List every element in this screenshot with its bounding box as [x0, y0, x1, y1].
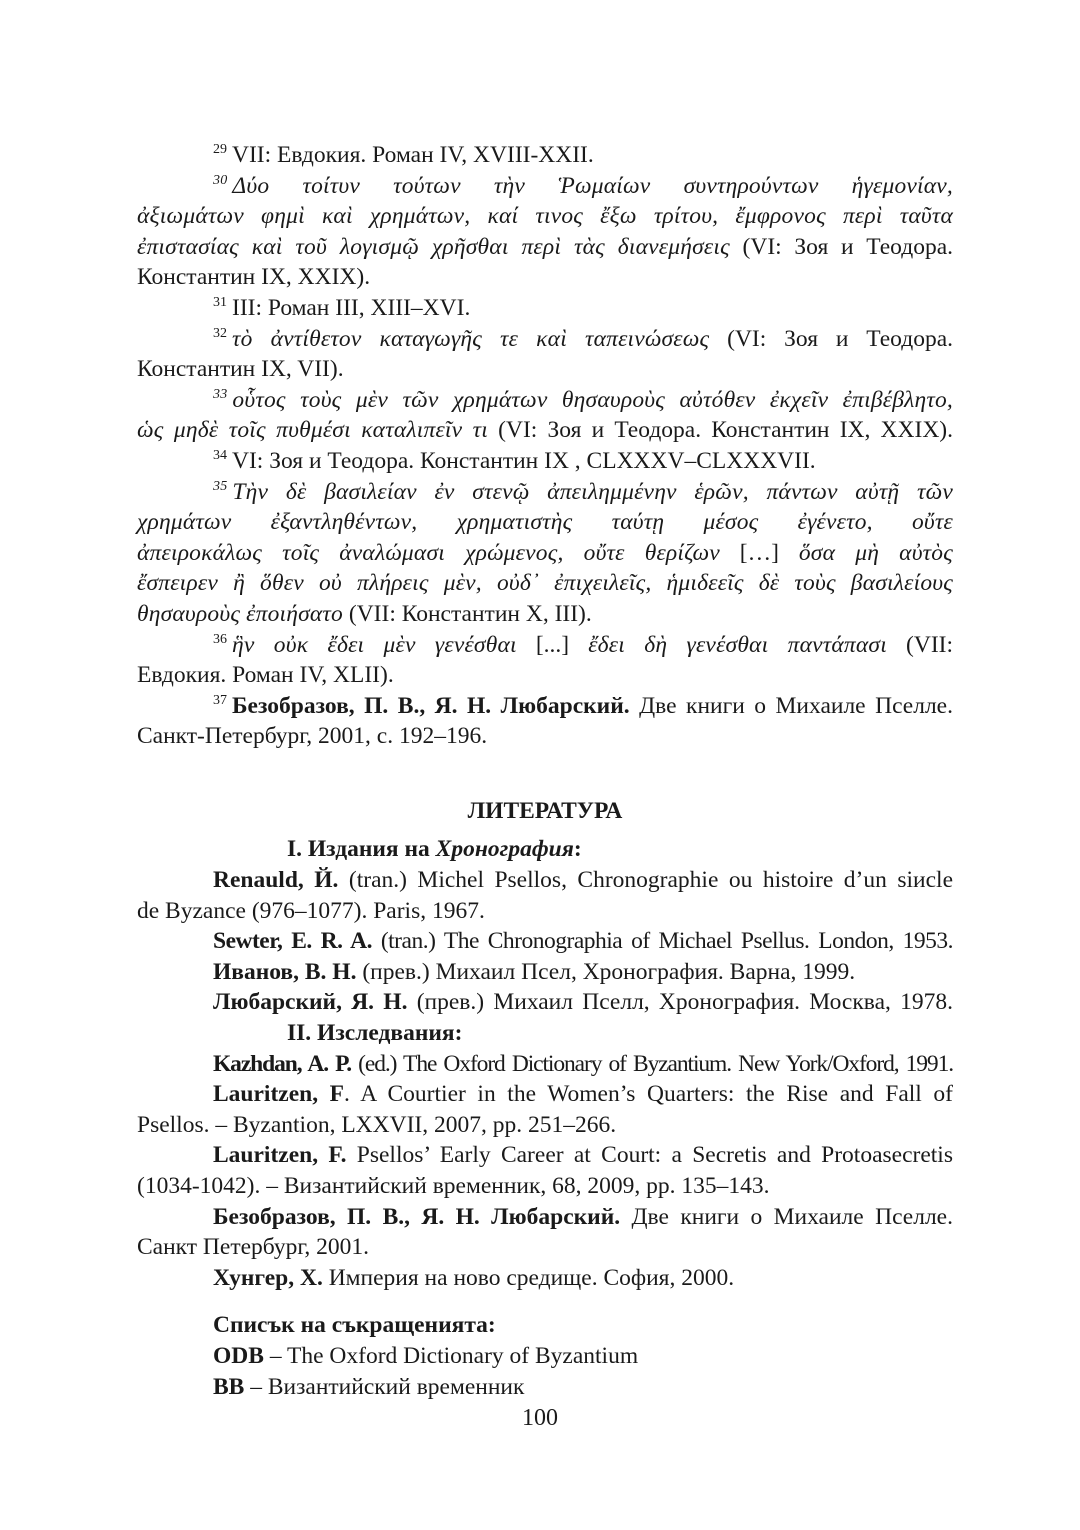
bib-entry-lauritzen-1: [137, 1079, 953, 1110]
author-name: Kazhdan, A. P.: [213, 1050, 351, 1077]
footnote-36-line-2: [137, 660, 953, 691]
author-name: Любарский, Я. Н.: [213, 989, 408, 1016]
footnote-number: 34: [213, 447, 227, 463]
abbreviation-meaning: – The Oxford Dictionary of Byzantium: [263, 1342, 639, 1369]
footnote-35-line-2: [137, 507, 953, 538]
entry-text: (прев.) Михаил Пселл, Хронография. Москва, 1978.: [407, 989, 953, 1016]
greek-quote: ἐπιστασίας καὶ τοῦ λογισμῷ χρῆσθαι περὶ τὰς διανεμήσεις: [137, 233, 730, 260]
footnote-30: [137, 171, 953, 202]
bib-entry-hunger: [137, 1263, 953, 1294]
section-prefix: I. Издания на: [287, 836, 436, 863]
footnote-text: VII: Евдокия. Роман IV, XVIII-XXII.: [232, 142, 594, 168]
author-name: Lauritzen, F: [213, 1081, 345, 1108]
entry-text: Империя на ново средище. София, 2000.: [322, 1264, 735, 1291]
entry-text: (1034-1042). – Византийский временник, 68, 2009, pp. 135–143.: [137, 1173, 770, 1199]
heading-text: Списък на съкращенията:: [213, 1312, 496, 1339]
bib-entry-lyubarsky: [137, 987, 953, 1018]
footnote-32: [137, 324, 953, 355]
greek-quote: θησαυροὺς ἐποιήσατο: [137, 600, 343, 627]
greek-quote: ἔδει δὴ γενέσθαι παντάπασι: [588, 631, 887, 658]
footnote-37: [137, 691, 953, 722]
author-name: Sewter, E. R. A.: [213, 928, 372, 955]
footnote-number: 36: [213, 631, 227, 647]
footnote-number: 37: [213, 692, 227, 708]
bib-entry-lauritzen-1-line-2: [137, 1110, 953, 1141]
greek-quote: ὅσα μὴ αὐτὸς: [798, 539, 953, 566]
footnote-number: 29: [213, 142, 227, 157]
greek-quote: ὡς μηδὲ τοῖς πυθμέσι καταλιπεῖν τι: [137, 417, 488, 444]
footnote-32-line-2: [137, 354, 953, 385]
footnote-number: 30: [213, 172, 228, 188]
footnote-33-line-2: [137, 415, 953, 446]
bib-entry-renauld-line-2: [137, 896, 953, 927]
entry-text: Psellos’ Early Career at Court: a Secretis and Protoasecretis: [346, 1142, 953, 1169]
author-name: Безобразов, П. В., Я. Н. Любарский.: [232, 692, 630, 719]
section-suffix: :: [573, 836, 582, 863]
footnote-30-line-2: [137, 201, 953, 232]
entry-text: Две книги о Михаиле Пселле.: [620, 1203, 953, 1230]
greek-quote: ἔσπειρεν ἢ ὅθεν οὐ πλήρεις μὲν, οὐδ᾽ ἐπιχειλεῖς, ἡμιδεεῖς δὲ τοὺς βασιλείους: [137, 570, 953, 597]
source-ref: (VII:: [886, 631, 954, 658]
footnote-37-line-2: [137, 721, 953, 752]
abbreviation: BB: [213, 1373, 245, 1400]
entry-text: Psellos. – Byzantion, LXXVII, 2007, pp. 251–266.: [137, 1111, 617, 1138]
text-column: [137, 140, 953, 1402]
greek-quote: ἀξιωμάτων φημὶ καὶ χρημάτων, καί τινος ἔξω τρίτου, ἔμφρονος περὶ ταῦτα: [137, 203, 953, 230]
footnote-number: 35: [213, 478, 228, 494]
bib-entry-kazhdan: [137, 1049, 953, 1080]
bib-entry-bezobrazov-line-2: [137, 1232, 953, 1263]
section-title: II. Изследвания:: [287, 1020, 463, 1047]
footnote-34: [137, 446, 953, 477]
greek-quote: οὗτος τοὺς μὲν τῶν χρημάτων θησαυροὺς αὐτόθεν ἐκχεῖν ἐπιβέβλητο,: [232, 386, 953, 413]
footnote-35-line-4: [137, 568, 953, 599]
page-number: 100: [522, 1405, 558, 1431]
footnote-31: [137, 293, 953, 324]
footnote-text: III: Роман III, XIII–XVI.: [232, 294, 471, 321]
greek-quote: χρημάτων ἐξαντληθέντων, χρηματιστὴς ταύτῃ μέσος ἐγένετο, οὔτε: [137, 509, 953, 536]
abbreviation-meaning: – Византийский временник: [244, 1373, 525, 1400]
bib-entry-bezobrazov: [137, 1202, 953, 1233]
author-name: Renauld, Й.: [213, 867, 339, 894]
entry-text: (прев.) Михаил Псел, Хронография. Варна, 1999.: [356, 958, 856, 985]
entry-text: de Byzance (976–1077). Paris, 1967.: [137, 897, 485, 924]
footnote-35-line-3: [137, 538, 953, 569]
footnote-33: [137, 385, 953, 416]
footnote-30-line-3: [137, 232, 953, 263]
footnote-30-line-4: [137, 262, 953, 293]
footnote-36: [137, 630, 953, 661]
source-ref: Евдокия. Роман IV, XLII).: [137, 662, 394, 689]
source-ref: (VI: Зоя и Теодора.: [729, 233, 953, 260]
abbreviation-bb: [137, 1372, 953, 1403]
footnote-text: Санкт-Петербург, 2001, с. 192–196.: [137, 723, 488, 750]
abbreviation: ODB: [213, 1342, 264, 1369]
greek-quote: τὸ ἀντίθετον καταγωγῆς τε καὶ ταπεινώσεως: [232, 325, 710, 352]
abbreviation-odb: [137, 1341, 953, 1372]
footnote-number: 32: [213, 325, 227, 341]
ellipsis: […]: [719, 539, 799, 566]
footnote-29: [137, 140, 953, 171]
greek-quote: ἀπειροκάλως τοῖς ἀναλώμασι χρώμενος, οὔτε θερίζων: [137, 539, 720, 566]
heading-text: ЛИТЕРАТУРА: [467, 797, 623, 824]
footnote-text: VI: Зоя и Теодора. Константин IX , CLXXXV–CLXXXVII.: [232, 447, 816, 474]
author-name: Безобразов, П. В., Я. Н. Любарский.: [213, 1203, 621, 1230]
greek-quote: Τὴν δὲ βασιλείαν ἐν στενῷ ἀπειλημμένην ἑρῶν, πάντων αὐτῇ τῶν: [232, 478, 953, 505]
section-editions-heading: [137, 834, 953, 865]
bib-entry-renauld: [137, 865, 953, 896]
bib-entry-ivanov: [137, 957, 953, 988]
footnote-text: Две книги о Михаиле Пселле.: [629, 692, 953, 719]
entry-text: (ed.) The Oxford Dictionary of Byzantium. New York/Oxford, 1991.: [351, 1050, 954, 1077]
author-name: Иванов, В. Н.: [213, 958, 357, 985]
footnote-35-line-5: [137, 599, 953, 630]
section-title-italic: Хронография: [435, 836, 574, 863]
entry-text: (tran.) The Chronographia of Michael Psellus. London, 1953.: [371, 928, 953, 955]
entry-text: . A Courtier in the Women’s Quarters: the Rise and Fall of: [344, 1081, 953, 1108]
author-name: Lauritzen, F.: [213, 1142, 347, 1169]
bib-entry-sewter: [137, 926, 953, 957]
footnote-number: 33: [213, 386, 228, 402]
greek-quote: Δύο τοίτυν τούτων τὴν Ῥωμαίων συντηρούντων ἡγεμονίαν,: [232, 172, 953, 199]
source-ref: (VII: Константин X, III).: [343, 600, 592, 627]
section-studies-heading: [137, 1018, 953, 1049]
literature-heading: [137, 796, 953, 827]
greek-quote: ἣν οὐκ ἔδει μὲν γενέσθαι: [232, 631, 517, 658]
bib-entry-lauritzen-2: [137, 1140, 953, 1171]
source-ref: (VI: Зоя и Теодора. Константин IX, XXIX).: [488, 417, 953, 444]
ellipsis: [...]: [516, 631, 589, 658]
bib-entry-lauritzen-2-line-2: [137, 1171, 953, 1202]
source-ref: Константин IX, VII).: [137, 356, 344, 383]
abbreviations-heading: [137, 1310, 953, 1341]
entry-text: Санкт Петербург, 2001.: [137, 1234, 369, 1261]
source-ref: Константин IX, XXIX).: [137, 264, 371, 291]
author-name: Хунгер, Х.: [213, 1264, 323, 1291]
entry-text: (tran.) Michel Psellos, Chronographie ou histoire d’un siиcle: [338, 867, 953, 894]
source-ref: (VI: Зоя и Теодора.: [709, 325, 953, 352]
footnote-35: [137, 477, 953, 508]
footnote-number: 31: [213, 294, 227, 310]
